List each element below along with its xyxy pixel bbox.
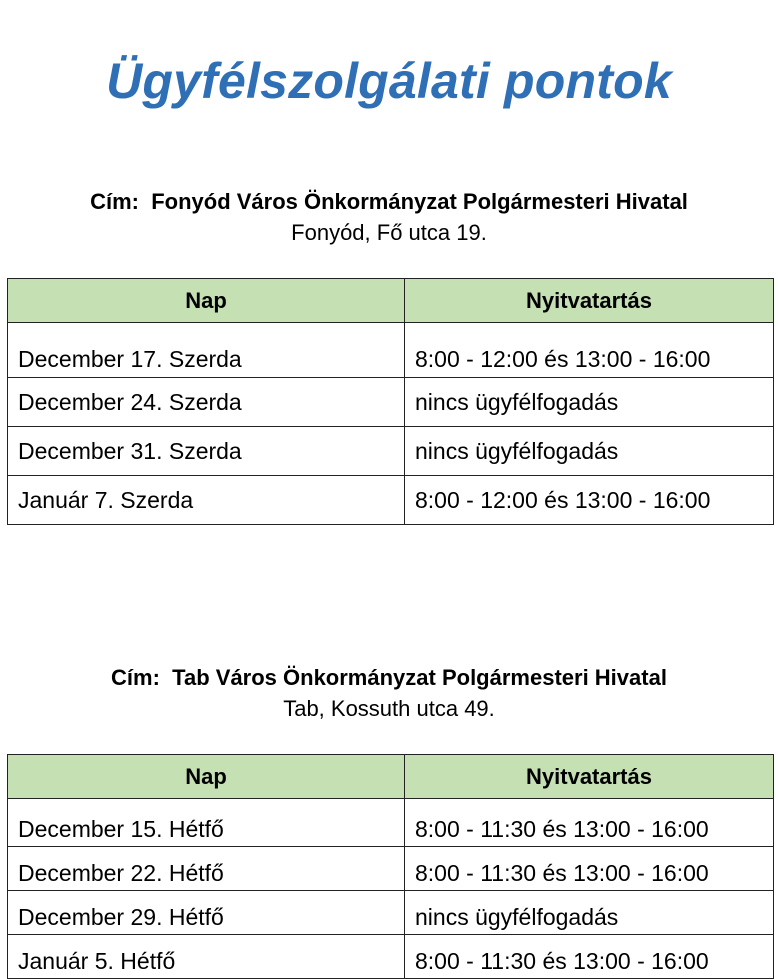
column-header-hours: Nyitvatartás — [405, 755, 774, 799]
hours-cell: 8:00 - 11:30 és 13:00 - 16:00 — [405, 847, 774, 891]
office-street-address: Tab, Kossuth utca 49. — [283, 696, 495, 721]
office-name-line — [0, 186, 778, 217]
day-cell: December 29. Hétfő — [8, 891, 405, 935]
table-row — [8, 427, 774, 476]
table-row — [8, 799, 774, 847]
day-cell: December 31. Szerda — [8, 427, 405, 476]
day-cell: Január 7. Szerda — [8, 476, 405, 525]
day-cell: December 15. Hétfő — [8, 799, 405, 847]
table-row — [8, 378, 774, 427]
column-header-day: Nap — [8, 279, 405, 323]
schedule-table-fonyod — [7, 278, 774, 525]
hours-cell: 8:00 - 12:00 és 13:00 - 16:00 — [405, 476, 774, 525]
table-row — [8, 891, 774, 935]
day-cell: December 17. Szerda — [8, 323, 405, 378]
column-header-day: Nap — [8, 755, 405, 799]
office-name: Fonyód Város Önkormányzat Polgármesteri Hivatal — [151, 189, 688, 214]
office-address-fonyod — [0, 186, 778, 248]
address-label: Cím: — [111, 665, 160, 690]
table-row — [8, 935, 774, 979]
hours-cell: 8:00 - 12:00 és 13:00 - 16:00 — [405, 323, 774, 378]
table-row — [8, 476, 774, 525]
table-header-row — [8, 755, 774, 799]
hours-cell: 8:00 - 11:30 és 13:00 - 16:00 — [405, 935, 774, 979]
table-row — [8, 323, 774, 378]
address-label: Cím: — [90, 189, 139, 214]
day-cell: Január 5. Hétfő — [8, 935, 405, 979]
office-street-address: Fonyód, Fő utca 19. — [291, 220, 487, 245]
hours-cell: 8:00 - 11:30 és 13:00 - 16:00 — [405, 799, 774, 847]
table-row — [8, 847, 774, 891]
hours-cell: nincs ügyfélfogadás — [405, 891, 774, 935]
day-cell: December 22. Hétfő — [8, 847, 405, 891]
page-title: Ügyfélszolgálati pontok — [106, 53, 672, 109]
office-name-line — [0, 662, 778, 693]
schedule-table-tab — [7, 754, 774, 979]
column-header-hours: Nyitvatartás — [405, 279, 774, 323]
day-cell: December 24. Szerda — [8, 378, 405, 427]
hours-cell: nincs ügyfélfogadás — [405, 378, 774, 427]
office-name: Tab Város Önkormányzat Polgármesteri Hivatal — [172, 665, 667, 690]
hours-cell: nincs ügyfélfogadás — [405, 427, 774, 476]
office-address-tab — [0, 662, 778, 724]
table-header-row — [8, 279, 774, 323]
